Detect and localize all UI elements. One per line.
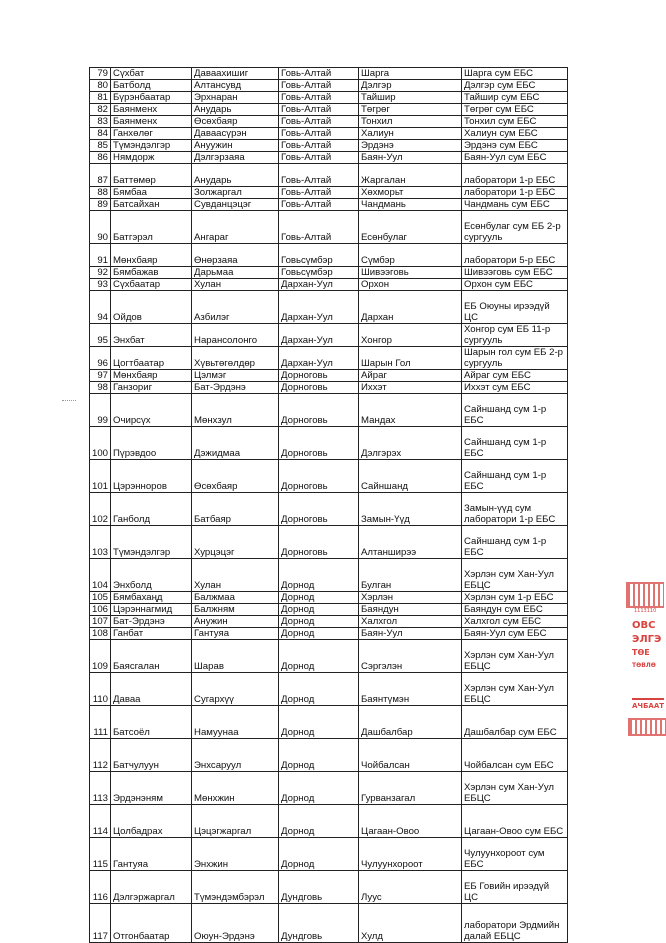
school-cell: Шарга сум ЕБС (462, 68, 568, 80)
surname-cell: Отгонбаатар (111, 904, 192, 943)
soum-cell: Халхгол (359, 616, 462, 628)
aimag-cell: Дархан-Уул (279, 291, 359, 324)
table-row (90, 164, 568, 187)
given-name-cell: Түмэндэмбэрэл (192, 871, 279, 904)
surname-cell: Бямбаа (111, 187, 192, 199)
row-number-cell: 115 (90, 838, 111, 871)
given-name-cell: Анударь (192, 164, 279, 187)
soum-cell: Баянтүмэн (359, 673, 462, 706)
given-name-cell: Наранcолонго (192, 324, 279, 347)
table-row (90, 347, 568, 370)
table-row (90, 838, 568, 871)
given-name-cell: Дэжидмаа (192, 427, 279, 460)
aimag-cell: Говь-Алтай (279, 140, 359, 152)
given-name-cell: Мөнхжин (192, 772, 279, 805)
table-row (90, 80, 568, 92)
aimag-cell: Говь-Алтай (279, 128, 359, 140)
row-number-cell: 87 (90, 164, 111, 187)
given-name-cell: Мөнхзул (192, 394, 279, 427)
aimag-cell: Дундговь (279, 871, 359, 904)
table-row (90, 211, 568, 244)
official-stamp (622, 578, 665, 738)
surname-cell: Бямбажав (111, 267, 192, 279)
surname-cell: Баттөмөр (111, 164, 192, 187)
stamp-line-1: ОВС (632, 620, 656, 631)
row-number-cell: 107 (90, 616, 111, 628)
school-cell: Хэрлэн сум Хан-Уул ЕБЦС (462, 673, 568, 706)
school-cell: Сайншанд сум 1-р ЕБС (462, 460, 568, 493)
row-number-cell: 96 (90, 347, 111, 370)
aimag-cell: Говь-Алтай (279, 187, 359, 199)
surname-cell: Ганзориг (111, 382, 192, 394)
table-row (90, 116, 568, 128)
surname-cell: Цэрэнноров (111, 460, 192, 493)
aimag-cell: Дорнод (279, 628, 359, 640)
soum-cell: Хөхморьт (359, 187, 462, 199)
soum-cell: Чулуунхороот (359, 838, 462, 871)
row-number-cell: 83 (90, 116, 111, 128)
given-name-cell: Батбаяр (192, 493, 279, 526)
soum-cell: Замын-Үүд (359, 493, 462, 526)
surname-cell: Бат-Эрдэнэ (111, 616, 192, 628)
surname-cell: Очирсүх (111, 394, 192, 427)
school-cell: Халиун сум ЕБС (462, 128, 568, 140)
given-name-cell: Хурцэцэг (192, 526, 279, 559)
table-row (90, 706, 568, 739)
row-number-cell: 82 (90, 104, 111, 116)
given-name-cell: Цэцэгжаргал (192, 805, 279, 838)
school-cell: Айраг сум ЕБС (462, 370, 568, 382)
table-row (90, 493, 568, 526)
row-number-cell: 86 (90, 152, 111, 164)
table-row (90, 92, 568, 104)
row-number-cell: 81 (90, 92, 111, 104)
participants-table (89, 67, 568, 943)
surname-cell: Баясгалан (111, 640, 192, 673)
table-row (90, 187, 568, 199)
table-row (90, 279, 568, 291)
given-name-cell: Балжням (192, 604, 279, 616)
school-cell: Тонхил сум ЕБС (462, 116, 568, 128)
aimag-cell: Говь-Алтай (279, 80, 359, 92)
row-number-cell: 85 (90, 140, 111, 152)
surname-cell: Нямдорж (111, 152, 192, 164)
school-cell: Хэрлэн сум Хан-Уул ЕБЦС (462, 640, 568, 673)
surname-cell: Пүрэвдоо (111, 427, 192, 460)
soum-cell: Булган (359, 559, 462, 592)
table-row (90, 904, 568, 943)
given-name-cell: Анужин (192, 616, 279, 628)
surname-cell: Энхболд (111, 559, 192, 592)
aimag-cell: Дорноговь (279, 526, 359, 559)
given-name-cell: Өнөрзаяа (192, 244, 279, 267)
aimag-cell: Дорнод (279, 559, 359, 592)
table-row (90, 291, 568, 324)
table-row (90, 805, 568, 838)
school-cell: Сайншанд сум 1-р ЕБС (462, 427, 568, 460)
school-cell: Баян-Уул сум ЕБС (462, 152, 568, 164)
soum-cell: Сэргэлэн (359, 640, 462, 673)
row-number-cell: 103 (90, 526, 111, 559)
school-cell: ЕБ Оюуны ирээдүй ЦС (462, 291, 568, 324)
given-name-cell: Азбилэг (192, 291, 279, 324)
school-cell: Чойбалсан сум ЕБС (462, 739, 568, 772)
stamp-line-4: ТӨВЛӨ (632, 662, 656, 669)
row-number-cell: 108 (90, 628, 111, 640)
soum-cell: Шивээговь (359, 267, 462, 279)
surname-cell: Бямбахаңд (111, 592, 192, 604)
soum-cell: Алтанширээ (359, 526, 462, 559)
aimag-cell: Дорнод (279, 838, 359, 871)
aimag-cell: Говь-Алтай (279, 92, 359, 104)
school-cell: Хэрлэн сум 1-р ЕБС (462, 592, 568, 604)
given-name-cell: Өсөхбаяр (192, 460, 279, 493)
table-row (90, 68, 568, 80)
surname-cell: Батсайхан (111, 199, 192, 211)
school-cell: Есөнбулаг сум ЕБ 2-р сургууль (462, 211, 568, 244)
row-number-cell: 95 (90, 324, 111, 347)
table-row (90, 628, 568, 640)
table-row (90, 382, 568, 394)
given-name-cell: Сувданцэцэг (192, 199, 279, 211)
aimag-cell: Дорнод (279, 673, 359, 706)
surname-cell: Даваа (111, 673, 192, 706)
surname-cell: Энхбат (111, 324, 192, 347)
row-number-cell: 111 (90, 706, 111, 739)
stamp-date: АЧБААТ (632, 698, 664, 710)
surname-cell: Сүхбат (111, 68, 192, 80)
aimag-cell: Дорнод (279, 706, 359, 739)
row-number-cell: 113 (90, 772, 111, 805)
row-number-cell: 109 (90, 640, 111, 673)
aimag-cell: Дархан-Уул (279, 324, 359, 347)
soum-cell: Шарга (359, 68, 462, 80)
soum-cell: Эрдэнэ (359, 140, 462, 152)
given-name-cell: Алтансувд (192, 80, 279, 92)
soum-cell: Тайшир (359, 92, 462, 104)
aimag-cell: Дорноговь (279, 493, 359, 526)
school-cell: Дашбалбар сум ЕБС (462, 706, 568, 739)
school-cell: Төгрөг сум ЕБС (462, 104, 568, 116)
aimag-cell: Говь-Алтай (279, 104, 359, 116)
school-cell: Чулуунхороот сум ЕБС (462, 838, 568, 871)
row-number-cell: 91 (90, 244, 111, 267)
row-number-cell: 116 (90, 871, 111, 904)
soum-cell: Тонхил (359, 116, 462, 128)
given-name-cell: Даваасүрэн (192, 128, 279, 140)
given-name-cell: Анударь (192, 104, 279, 116)
surname-cell: Батсоёл (111, 706, 192, 739)
given-name-cell: Гантуяа (192, 628, 279, 640)
soum-cell: Дэлгэр (359, 80, 462, 92)
aimag-cell: Дорнод (279, 739, 359, 772)
aimag-cell: Дорнод (279, 592, 359, 604)
soum-cell: Мандах (359, 394, 462, 427)
soum-cell: Баяндун (359, 604, 462, 616)
school-cell: лаборатори 1-р ЕБС (462, 187, 568, 199)
surname-cell: Батболд (111, 80, 192, 92)
aimag-cell: Дорноговь (279, 460, 359, 493)
aimag-cell: Говь-Алтай (279, 164, 359, 187)
row-number-cell: 106 (90, 604, 111, 616)
stamp-border-pattern (626, 582, 664, 608)
soum-cell: Луус (359, 871, 462, 904)
school-cell: Хонгор сум ЕБ 11-р сургууль (462, 324, 568, 347)
soum-cell: Дэлгэрэх (359, 427, 462, 460)
table-row (90, 152, 568, 164)
table-row (90, 640, 568, 673)
table-row (90, 616, 568, 628)
table-row (90, 199, 568, 211)
soum-cell: Дархан (359, 291, 462, 324)
soum-cell: Есөнбулаг (359, 211, 462, 244)
row-number-cell: 105 (90, 592, 111, 604)
given-name-cell: Эрхнаран (192, 92, 279, 104)
table-row (90, 104, 568, 116)
row-number-cell: 94 (90, 291, 111, 324)
school-cell: Шарын гол сум ЕБ 2-р сургууль (462, 347, 568, 370)
soum-cell: Айраг (359, 370, 462, 382)
school-cell: Чандмань сум ЕБС (462, 199, 568, 211)
surname-cell: Баянменх (111, 116, 192, 128)
aimag-cell: Дорноговь (279, 427, 359, 460)
given-name-cell: Хулан (192, 559, 279, 592)
table-row (90, 772, 568, 805)
school-cell: Цагаан-Овоо сум ЕБС (462, 805, 568, 838)
table-row (90, 460, 568, 493)
row-number-cell: 79 (90, 68, 111, 80)
surname-cell: Батчулуун (111, 739, 192, 772)
school-cell: ЕБ Говийн ирээдүй ЦС (462, 871, 568, 904)
school-cell: лаборатори Эрдмийн далай ЕБЦС (462, 904, 568, 943)
table-row (90, 673, 568, 706)
given-name-cell: Балжмаа (192, 592, 279, 604)
given-name-cell: Ануужин (192, 140, 279, 152)
school-cell: Тайшир сум ЕБС (462, 92, 568, 104)
row-number-cell: 93 (90, 279, 111, 291)
given-name-cell: Дарьмаа (192, 267, 279, 279)
row-number-cell: 114 (90, 805, 111, 838)
table-row (90, 370, 568, 382)
school-cell: Сайншанд сум 1-р ЕБС (462, 394, 568, 427)
surname-cell: Сүхбаатар (111, 279, 192, 291)
school-cell: Хэрлэн сум Хан-Уул ЕБЦС (462, 559, 568, 592)
row-number-cell: 97 (90, 370, 111, 382)
aimag-cell: Говь-Алтай (279, 152, 359, 164)
surname-cell: Цогтбаатар (111, 347, 192, 370)
surname-cell: Эрдэнэням (111, 772, 192, 805)
margin-mark (62, 394, 76, 401)
given-name-cell: Цэлмэг (192, 370, 279, 382)
aimag-cell: Говь-Алтай (279, 68, 359, 80)
given-name-cell: Бат-Эрдэнэ (192, 382, 279, 394)
soum-cell: Дашбалбар (359, 706, 462, 739)
surname-cell: Баянменх (111, 104, 192, 116)
given-name-cell: Хулан (192, 279, 279, 291)
surname-cell: Цолбадрах (111, 805, 192, 838)
soum-cell: Хэрлэн (359, 592, 462, 604)
school-cell: лаборатори 1-р ЕБС (462, 164, 568, 187)
given-name-cell: Даваахишиг (192, 68, 279, 80)
school-cell: Халхгол сум ЕБС (462, 616, 568, 628)
soum-cell: Цагаан-Овоо (359, 805, 462, 838)
school-cell: Эрдэнэ сум ЕБС (462, 140, 568, 152)
surname-cell: Мөнхбаяр (111, 244, 192, 267)
row-number-cell: 102 (90, 493, 111, 526)
given-name-cell: Энхсаруул (192, 739, 279, 772)
school-cell: Баяндун сум ЕБС (462, 604, 568, 616)
soum-cell: Хонгор (359, 324, 462, 347)
school-cell: Сайншанд сум 1-р ЕБС (462, 526, 568, 559)
soum-cell: Гурванзагал (359, 772, 462, 805)
surname-cell: Ганболд (111, 493, 192, 526)
row-number-cell: 90 (90, 211, 111, 244)
aimag-cell: Дундговь (279, 904, 359, 943)
surname-cell: Түмэндэлгэр (111, 140, 192, 152)
table-row (90, 324, 568, 347)
row-number-cell: 89 (90, 199, 111, 211)
given-name-cell: Хүвьтөгөлдөр (192, 347, 279, 370)
row-number-cell: 100 (90, 427, 111, 460)
given-name-cell: Өсөхбаяр (192, 116, 279, 128)
given-name-cell: Дэлгэрзаяа (192, 152, 279, 164)
surname-cell: Мөнхбаяр (111, 370, 192, 382)
soum-cell: Шарын Гол (359, 347, 462, 370)
table-row (90, 739, 568, 772)
stamp-line-2: ЭЛГЭ (632, 634, 662, 645)
given-name-cell: Оюун-Эрдэнэ (192, 904, 279, 943)
school-cell: Хэрлэн сум Хан-Уул ЕБЦС (462, 772, 568, 805)
school-cell: Шивээговь сум ЕБС (462, 267, 568, 279)
aimag-cell: Дорноговь (279, 382, 359, 394)
given-name-cell: Шарав (192, 640, 279, 673)
table-row (90, 140, 568, 152)
row-number-cell: 104 (90, 559, 111, 592)
table-row (90, 427, 568, 460)
table-row (90, 871, 568, 904)
given-name-cell: Золжаргал (192, 187, 279, 199)
soum-cell: Иххэт (359, 382, 462, 394)
soum-cell: Баян-Уул (359, 628, 462, 640)
row-number-cell: 101 (90, 460, 111, 493)
soum-cell: Жаргалан (359, 164, 462, 187)
table-row (90, 244, 568, 267)
table-row (90, 559, 568, 592)
aimag-cell: Дархан-Уул (279, 347, 359, 370)
aimag-cell: Дархан-Уул (279, 279, 359, 291)
table-row (90, 604, 568, 616)
surname-cell: Түмэндэлгэр (111, 526, 192, 559)
row-number-cell: 80 (90, 80, 111, 92)
aimag-cell: Дорноговь (279, 370, 359, 382)
school-cell: Дэлгэр сум ЕБС (462, 80, 568, 92)
soum-cell: Халиун (359, 128, 462, 140)
surname-cell: Дэлгэржаргал (111, 871, 192, 904)
school-cell: Иххэт сум ЕБС (462, 382, 568, 394)
soum-cell: Баян-Уул (359, 152, 462, 164)
row-number-cell: 84 (90, 128, 111, 140)
row-number-cell: 110 (90, 673, 111, 706)
aimag-cell: Говьсүмбэр (279, 267, 359, 279)
surname-cell: Ганхөлөг (111, 128, 192, 140)
table-row (90, 592, 568, 604)
table-row (90, 128, 568, 140)
stamp-code: 1113110 (634, 608, 657, 614)
aimag-cell: Дорнод (279, 616, 359, 628)
row-number-cell: 117 (90, 904, 111, 943)
soum-cell: Орхон (359, 279, 462, 291)
row-number-cell: 112 (90, 739, 111, 772)
row-number-cell: 92 (90, 267, 111, 279)
row-number-cell: 98 (90, 382, 111, 394)
school-cell: лаборатори 5-р ЕБС (462, 244, 568, 267)
aimag-cell: Дорноговь (279, 394, 359, 427)
table-row (90, 394, 568, 427)
soum-cell: Төгрөг (359, 104, 462, 116)
row-number-cell: 88 (90, 187, 111, 199)
given-name-cell: Ангараг (192, 211, 279, 244)
soum-cell: Чандмань (359, 199, 462, 211)
soum-cell: Сүмбэр (359, 244, 462, 267)
surname-cell: Ойдов (111, 291, 192, 324)
surname-cell: Цэрэннагмид (111, 604, 192, 616)
row-number-cell: 99 (90, 394, 111, 427)
aimag-cell: Говьсүмбэр (279, 244, 359, 267)
aimag-cell: Дорнод (279, 604, 359, 616)
aimag-cell: Дорнод (279, 772, 359, 805)
soum-cell: Сайншанд (359, 460, 462, 493)
table-row (90, 267, 568, 279)
soum-cell: Чойбалсан (359, 739, 462, 772)
given-name-cell: Сугархүү (192, 673, 279, 706)
school-cell: Баян-Уул сум ЕБС (462, 628, 568, 640)
aimag-cell: Говь-Алтай (279, 116, 359, 128)
aimag-cell: Дорнод (279, 640, 359, 673)
given-name-cell: Энхжин (192, 838, 279, 871)
surname-cell: Бүрэнбаатар (111, 92, 192, 104)
school-cell: Замын-үүд сум лаборатори 1-р ЕБС (462, 493, 568, 526)
aimag-cell: Дорнод (279, 805, 359, 838)
stamp-line-3: ТӨЕ (632, 648, 650, 657)
surname-cell: Гантуяа (111, 838, 192, 871)
stamp-border-pattern-bottom (628, 718, 666, 736)
soum-cell: Хулд (359, 904, 462, 943)
table-row (90, 526, 568, 559)
school-cell: Орхон сум ЕБС (462, 279, 568, 291)
given-name-cell: Намуунаа (192, 706, 279, 739)
table-body (90, 68, 568, 943)
surname-cell: Батгэрэл (111, 211, 192, 244)
aimag-cell: Говь-Алтай (279, 211, 359, 244)
aimag-cell: Говь-Алтай (279, 199, 359, 211)
surname-cell: Ганбат (111, 628, 192, 640)
